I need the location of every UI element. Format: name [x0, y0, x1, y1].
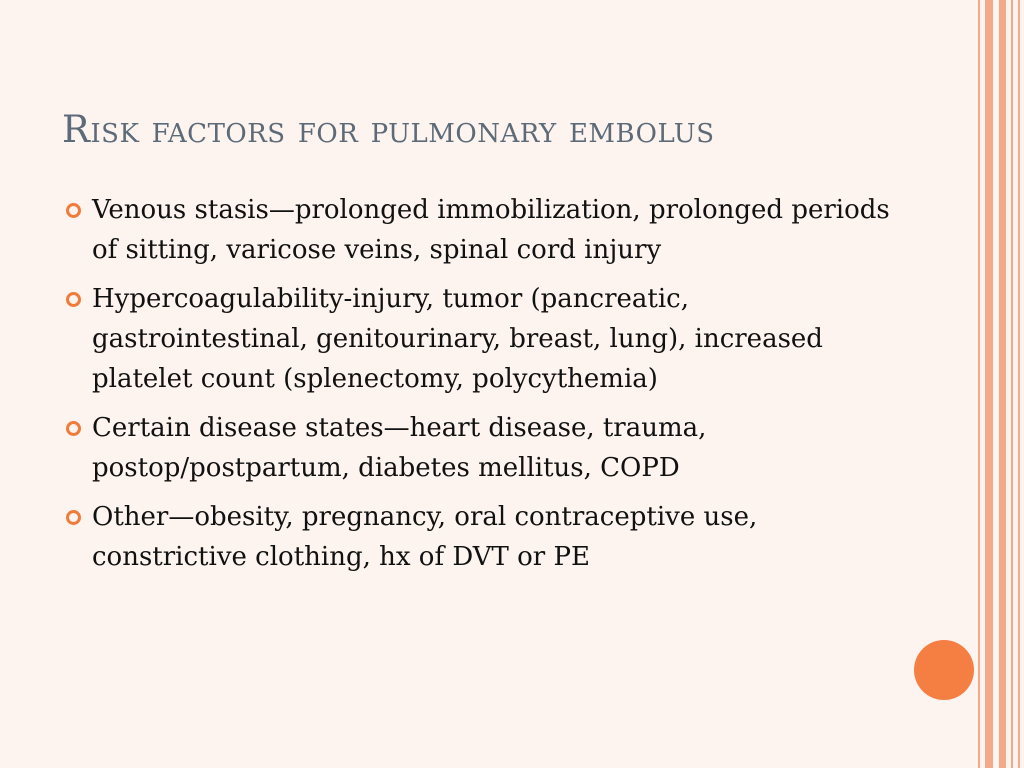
- decorative-stripe: [1011, 0, 1013, 768]
- decorative-stripe: [1018, 0, 1020, 768]
- bullet-ring-icon: [66, 292, 81, 307]
- bullet-text: Venous stasis—prolonged immobilization, prolonged periods of sitting, varicose veins, spinal cord injury: [92, 195, 890, 265]
- bullet-text: Hypercoagulability-injury, tumor (pancreatic, gastrointestinal, genitourinary, breast, lung), increased platelet count (splenectomy, polycythemia): [92, 284, 823, 394]
- decorative-circle: [914, 640, 974, 700]
- bullet-item: [62, 279, 892, 399]
- bullet-ring-icon: [66, 421, 81, 436]
- decorative-stripe: [978, 0, 980, 768]
- bullet-item: [62, 497, 892, 577]
- bullet-item: [62, 408, 892, 488]
- bullet-text: Certain disease states—heart disease, trauma, postop/postpartum, diabetes mellitus, COPD: [92, 413, 707, 483]
- bullet-item: [62, 190, 892, 270]
- bullet-text: Other—obesity, pregnancy, oral contraceptive use, constrictive clothing, hx of DVT or PE: [92, 502, 758, 572]
- bullet-ring-icon: [66, 203, 81, 218]
- bullet-list: [62, 190, 892, 586]
- decorative-stripe: [985, 0, 993, 768]
- decorative-stripe: [999, 0, 1006, 768]
- bullet-ring-icon: [66, 510, 81, 525]
- slide-title: Risk factors for pulmonary embolus: [62, 108, 715, 151]
